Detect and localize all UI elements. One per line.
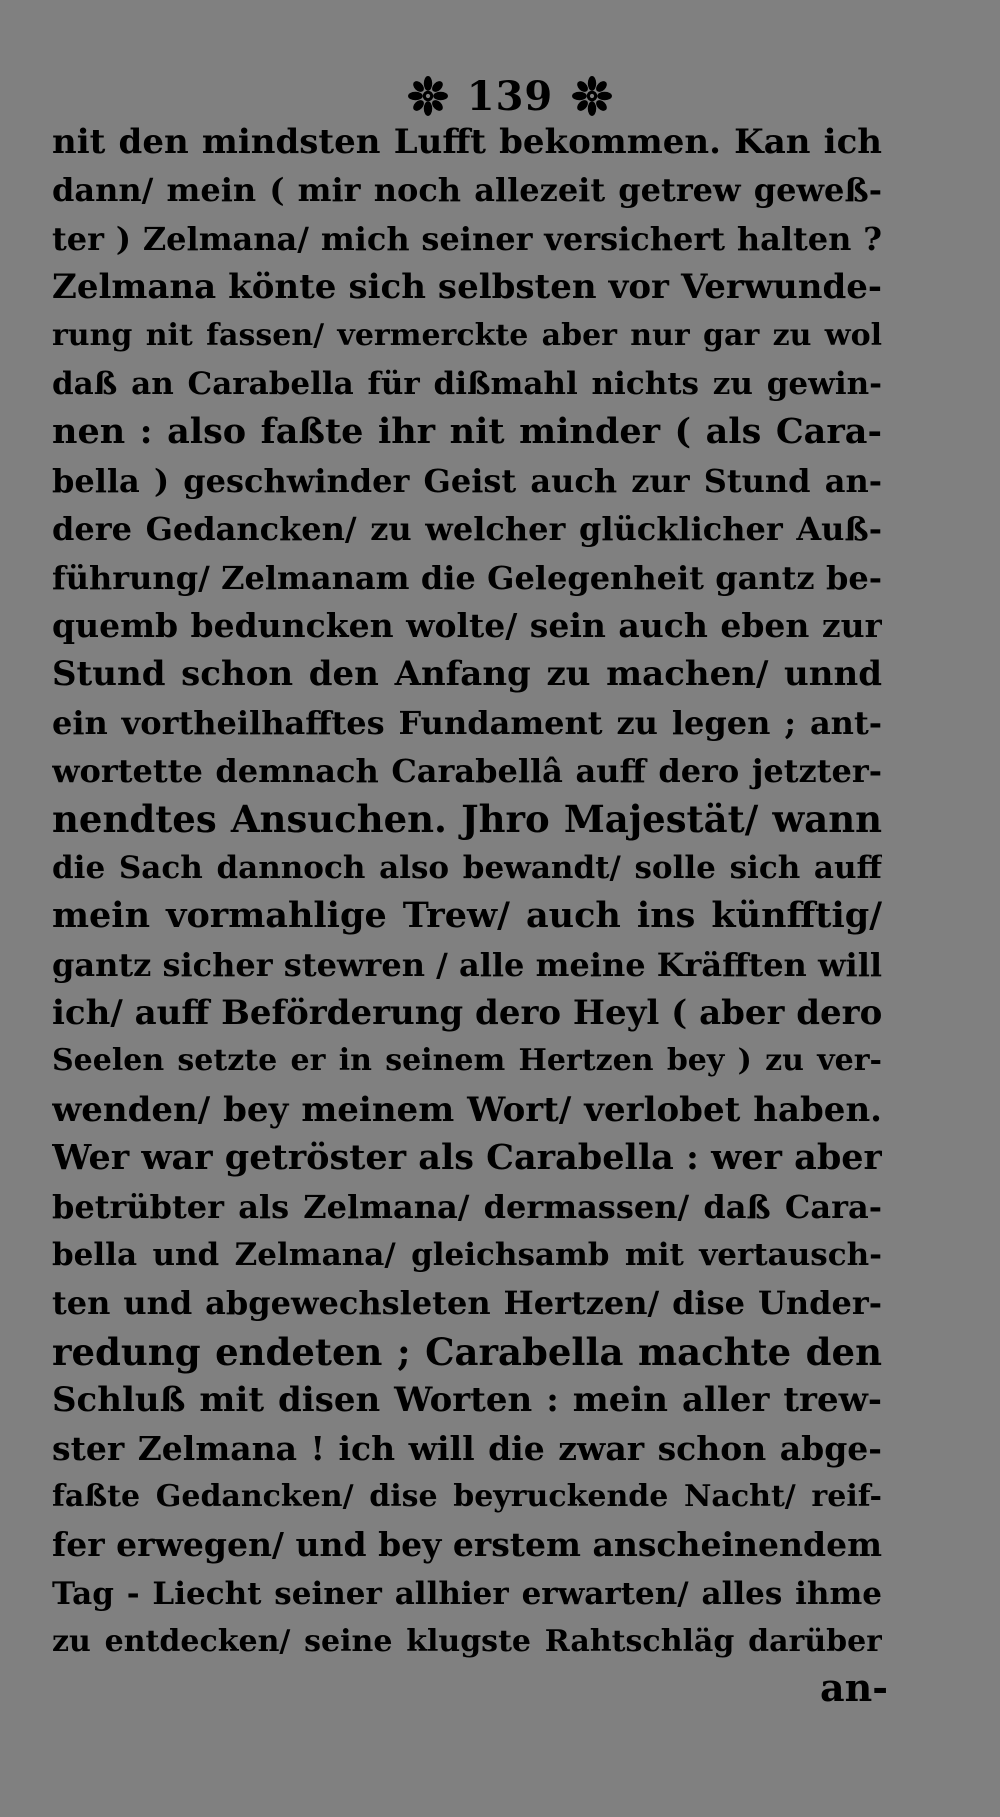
- text-line: ten und abgewechsleten Hertzen/ dise Under-: [52, 1284, 882, 1323]
- page-header: [0, 66, 1000, 126]
- text-line: daß an Carabella für dißmahl nichts zu gewin-: [52, 365, 882, 402]
- text-line: bella ) geschwinder Geist auch zur Stund an-: [52, 461, 882, 500]
- flower-ornament-icon: [407, 75, 449, 117]
- text-line: zu entdecken/ seine klugste Rahtschläg darüber: [52, 1624, 882, 1660]
- text-line: Tag - Liecht seiner allhier erwarten/ alles ihme: [52, 1575, 882, 1612]
- text-line: nen : also faßte ihr nit minder ( als Cara-: [52, 411, 882, 453]
- text-line: rung nit fassen/ vermerckte aber nur gar zu wol: [52, 317, 882, 353]
- text-line: Schluß mit disen Worten : mein aller trew-: [52, 1380, 882, 1421]
- text-line: Zelmana könte sich selbsten vor Verwunde-: [52, 267, 882, 308]
- text-line: Wer war getröster als Carabella : wer aber: [52, 1137, 882, 1179]
- text-line: betrübter als Zelmana/ dermassen/ daß Cara-: [52, 1187, 882, 1226]
- text-line: nit den mindsten Lufft bekommen. Kan ich: [52, 122, 882, 162]
- text-line: ich/ auff Beförderung dero Heyl ( aber dero: [52, 993, 882, 1034]
- text-line: wortette demnach Carabellâ auff dero jetzter-: [52, 752, 882, 791]
- text-line: die Sach dannoch also bewandt/ solle sich auff: [52, 849, 882, 886]
- flower-ornament-icon: [571, 75, 613, 117]
- text-line: führung/ Zelmanam die Gelegenheit gantz be-: [52, 558, 882, 597]
- text-line: wenden/ bey meinem Wort/ verlobet haben.: [52, 1089, 882, 1130]
- text-line: fer erwegen/ und bey erstem anscheinendem: [52, 1525, 882, 1565]
- text-line: dere Gedancken/ zu welcher glücklicher Auß-: [52, 510, 882, 549]
- body-text: [52, 118, 882, 1667]
- text-line: Stund schon den Anfang zu machen/ unnd: [52, 654, 882, 695]
- text-line: nendtes Ansuchen. Jhro Majestät/ wann: [52, 797, 882, 842]
- text-line: mein vormahlige Trew/ auch ins künfftig/: [52, 895, 882, 937]
- text-line: ster Zelmana ! ich will die zwar schon abge-: [52, 1428, 882, 1468]
- text-line: bella und Zelmana/ gleichsamb mit vertausch-: [52, 1236, 882, 1273]
- text-line: dann/ mein ( mir noch allezeit getrew geweß-: [52, 171, 882, 210]
- text-line: quemb beduncken wolte/ sein auch eben zur: [52, 605, 882, 645]
- text-line: Seelen setzte er in seinem Hertzen bey ) zu ver-: [52, 1043, 882, 1079]
- text-line: faßte Gedancken/ dise beyruckende Nacht/ reif-: [52, 1478, 882, 1514]
- text-line: ein vortheilhafftes Fundament zu legen ; ant-: [52, 703, 882, 742]
- page-number: 139: [466, 72, 554, 120]
- text-line: redung endeten ; Carabella machte den: [52, 1329, 882, 1374]
- text-line: ter ) Zelmana/ mich seiner versichert halten ?: [52, 219, 882, 258]
- catchword: an-: [820, 1665, 889, 1710]
- text-line: gantz sicher stewren / alle meine Kräfften will: [52, 945, 882, 984]
